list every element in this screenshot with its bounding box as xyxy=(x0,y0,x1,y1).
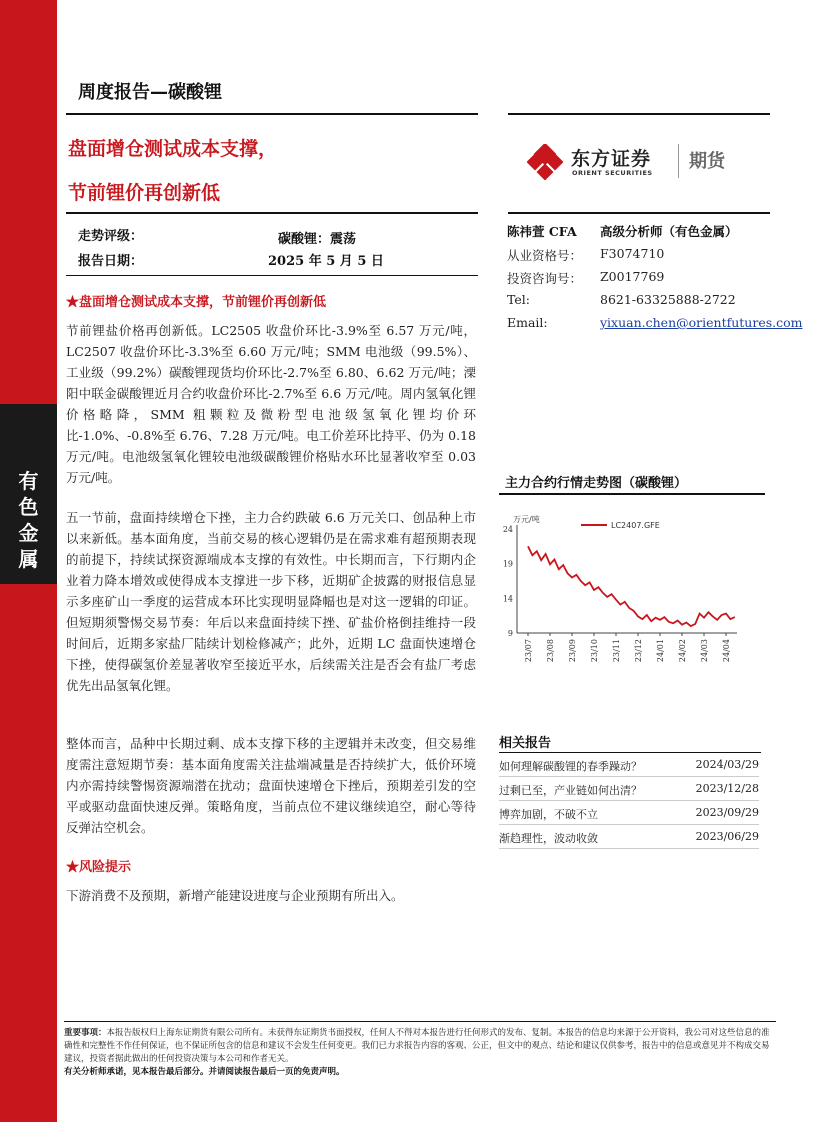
analyst-title: 高级分析师（有色金属） xyxy=(600,224,738,239)
related-report-item[interactable] xyxy=(499,801,759,825)
x-tick-label: 24/01 xyxy=(656,639,665,663)
x-tick-label: 23/08 xyxy=(546,639,555,663)
related-report-date: 2023/12/28 xyxy=(695,782,759,795)
related-report-item[interactable] xyxy=(499,825,759,849)
related-report-title[interactable]: 如何理解碳酸锂的春季躁动？ xyxy=(499,760,642,773)
logo-cn-text: 东方证券 xyxy=(571,148,652,170)
body-paragraph: 五一节前，盘面持续增仓下挫，主力合约跌破 6.6 万元关口、创品种上市以来新低。基本面角度，当前交易的核心逻辑仍是在需求难有超预期表现的前提下，持续试探资源端成本支撑的有效性。中长期而言，下行期内企业着力降本增效或使得成本支撑进一步下移，近期矿企披露的财报信息显示多座矿山一季度的运营成本环比实现明显降幅也是对这一逻辑的印证。但短期须警惕交易节奏：年后以来盘面持续下挫、矿盐价格倒挂维持一段时间后，近期多家盐厂陆续计划检修减产；此外，近期 LC 盘面快速增仓下挫，使得碳氢价差显著收窄至接近平水，后续需关注是否会有盐厂考虑优先出品氢氧化锂。 xyxy=(66,510,476,693)
series-line-lc2407 xyxy=(528,546,735,626)
body-paragraph: 整体而言，品种中长期过剩、成本支撑下移的主逻辑并未改变，但交易维度需注意短期节奏：基本面角度需关注盐端减量是否持续扩大，低价环境内亦需持续警惕资源端潜在扰动；盘面快速增仓下挫后，预期差引发的空平或驱动盘面快速反弹。策略角度，当前点位不建议继续追空，耐心等待反弹沽空机会。 xyxy=(66,736,476,835)
analyst-row-label: 从业资格号： xyxy=(507,248,583,263)
x-tick-label: 23/07 xyxy=(524,639,533,663)
disclaimer-text xyxy=(64,1027,776,1066)
related-report-item[interactable] xyxy=(499,777,759,801)
related-report-title[interactable]: 过剩已至，产业链如何出清？ xyxy=(499,784,642,797)
main-title-line2: 节前锂价再创新低 xyxy=(68,182,221,204)
body-paragraph: 下游消费不及预期，新增产能建设进度与企业预期有所出入。 xyxy=(66,888,404,903)
disclaimer-label: 重要事项： xyxy=(64,1028,107,1038)
section-heading: ★盘面增仓测试成本支撑，节前锂价再创新低 xyxy=(66,295,327,310)
x-tick-label: 23/11 xyxy=(612,639,621,663)
side-tab-char: 色 xyxy=(18,495,39,519)
analyst-name: 陈祎萱 CFA xyxy=(507,224,577,239)
price-chart xyxy=(499,505,761,683)
related-report-title[interactable]: 博弈加剧，不破不立 xyxy=(499,808,598,821)
logo-mark-icon xyxy=(527,144,563,180)
main-title-line1: 盘面增仓测试成本支撑， xyxy=(68,138,278,160)
analyst-row-label: Email: xyxy=(507,315,548,330)
section-heading: ★风险提示 xyxy=(66,860,132,875)
analyst-rule-top xyxy=(508,212,770,214)
company-logo xyxy=(527,140,767,184)
rating-label: 走势评级： xyxy=(78,229,144,244)
logo-divider xyxy=(678,144,679,178)
x-tick-label: 23/10 xyxy=(590,639,599,663)
analyst-email-link[interactable]: yixuan.chen@orientfutures.com xyxy=(600,315,803,330)
y-axis-label: 万元/吨 xyxy=(513,515,540,524)
side-tab-char: 有 xyxy=(18,469,39,493)
logo-en-text: ORIENT SECURITIES xyxy=(572,169,653,177)
header-rule-left xyxy=(66,113,478,115)
body-paragraph: 节前锂盐价格再创新低。LC2505 收盘价环比-3.9%至 6.57 万元/吨，LC2507 收盘价环比-3.3%至 6.60 万元/吨；SMM 电池级（99.5%）、工业级（99.2%）碳酸锂现货均价环比-2.7%至 6.80、6.62 万元/吨；溧阳中联金碳酸锂近月合约收盘价环比-2.7%至 6.6 万元/吨。周内氢氧化锂价格略降，SMM 粗颗粒及微粉型电池级氢氧化锂均价环比-1.0%、-0.8%至 6.76、7.28 万元/吨。电工价差环比持平、仍为 0.18 万元/吨。电池级氢氧化锂较电池级碳酸锂价格贴水环比显著收窄至 0.03 万元/吨。 xyxy=(66,323,476,485)
related-report-date: 2024/03/29 xyxy=(695,758,759,771)
report-date-value: 2025 年 5 月 5 日 xyxy=(268,254,384,269)
analyst-row-label: 投资咨询号： xyxy=(507,271,583,286)
related-report-item[interactable] xyxy=(499,753,759,777)
chart-title-rule xyxy=(499,493,765,495)
footer-rule xyxy=(64,1021,776,1022)
chart-title: 主力合约行情走势图（碳酸锂） xyxy=(505,476,688,491)
analyst-row-value: F3074710 xyxy=(600,246,665,261)
report-type-title: 周度报告—碳酸锂 xyxy=(78,82,222,103)
rating-value: 碳酸锂：震荡 xyxy=(278,232,357,247)
disclaimer-body: 本报告版权归上海东证期货有限公司所有。未获得东证期货书面授权，任何人不得对本报告进行任何形式的发布、复制。本报告的信息均来源于公开资料，我公司对这些信息的准确性和完整性不作任何保证，也不保证所包含的信息和建议不会发生任何变更。我们已力求报告内容的客观、公正，但文中的观点、结论和建议仅供参考，报告中的信息或意见并不构成交易建议，投资者据此做出的任何投资决策与本公司和作者无关。 xyxy=(64,1028,770,1064)
related-report-date: 2023/06/29 xyxy=(695,830,759,843)
side-tab-char: 金 xyxy=(18,521,39,545)
y-tick-label: 9 xyxy=(507,629,513,638)
report-date-label: 报告日期： xyxy=(78,254,144,269)
x-tick-label: 23/12 xyxy=(634,639,643,663)
related-report-title[interactable]: 渐趋理性，波动收敛 xyxy=(499,832,598,845)
side-tab-char: 属 xyxy=(18,547,39,571)
y-tick-label: 19 xyxy=(502,559,513,569)
meta-rule-bottom xyxy=(66,275,478,276)
related-report-date: 2023/09/29 xyxy=(695,806,759,819)
analyst-row-value: Z0017769 xyxy=(600,269,665,284)
analyst-row-value: 8621-63325888-2722 xyxy=(600,292,736,307)
related-reports-title: 相关报告 xyxy=(499,736,552,751)
legend-label: LC2407.GFE xyxy=(611,521,660,530)
category-side-tab xyxy=(0,404,57,584)
analyst-commitment-note: 有关分析师承诺，见本报告最后部分。并请阅读报告最后一页的免责声明。 xyxy=(64,1067,345,1077)
logo-futures-text: 期货 xyxy=(689,151,725,172)
y-tick-label: 14 xyxy=(502,594,513,604)
header-rule-right xyxy=(508,113,770,115)
x-tick-label: 24/04 xyxy=(722,639,731,663)
x-tick-label: 23/09 xyxy=(568,639,577,663)
y-tick-label: 24 xyxy=(502,525,513,534)
analyst-row-label: Tel: xyxy=(507,292,530,307)
x-tick-label: 24/03 xyxy=(700,639,709,663)
x-tick-label: 24/02 xyxy=(678,639,687,663)
meta-rule-top xyxy=(66,212,478,214)
